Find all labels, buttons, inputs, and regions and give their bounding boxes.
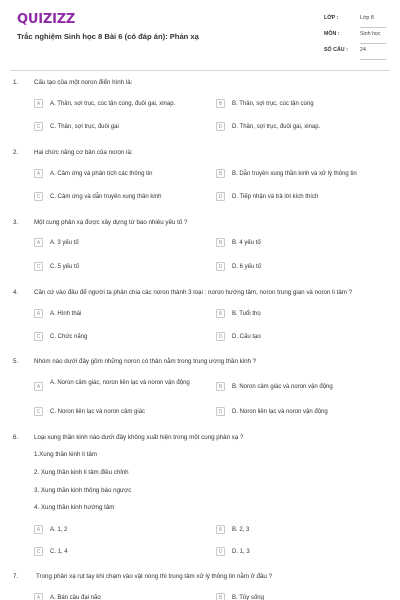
question-2 — [0, 149, 400, 200]
option-text: B. Noron cảm giác và noron vận động — [232, 384, 333, 390]
question-text: Nhóm nào dưới đây gồm những noron có thân nằm trong trung ương thần kinh ? — [34, 358, 257, 365]
option-text: C. Noron liên lạc và noron cảm giác — [50, 409, 146, 415]
meta-grade-value: Lớp 8 — [360, 15, 374, 21]
option-text: A. 1, 2 — [50, 527, 68, 533]
option-text: D. Thân, sợi trục, đuôi gai, xinap. — [232, 124, 321, 130]
option-letter-box: B — [216, 99, 225, 108]
option-letter-box: D — [216, 407, 225, 416]
meta-grade-label: LỚP : — [324, 15, 339, 21]
option-letter-box: C — [34, 547, 43, 556]
option-letter-box: A — [34, 593, 43, 600]
question-text: Một cung phản xạ được xây dựng từ bao nhiêu yếu tố ? — [34, 219, 188, 226]
question-text: Hai chức năng cơ bản của noron là: — [34, 149, 133, 156]
question-number: 2. — [13, 149, 19, 156]
question-text: Loại xung thần kinh nào dưới đây không xuất hiện trong một cung phản xạ ? — [34, 434, 244, 441]
question-number: 1. — [13, 79, 19, 86]
option-letter-box: A — [34, 525, 43, 534]
question-5 — [0, 358, 400, 415]
option-text: D. 6 yếu tố — [232, 264, 262, 270]
option-text: A. 3 yếu tố — [50, 240, 79, 246]
option-letter-box: A — [34, 238, 43, 247]
option-text: A. Bán cầu đại não — [50, 595, 101, 600]
header-divider — [10, 70, 390, 71]
option-letter-box: D — [216, 262, 225, 271]
question-number: 7. — [13, 573, 19, 580]
meta-grade-line — [360, 27, 386, 28]
option-letter-box: A — [34, 169, 43, 178]
question-statement: 4. Xung thần kinh hướng tâm — [34, 504, 115, 511]
question-statement: 1.Xung thần kinh li tâm — [34, 451, 97, 458]
option-letter-box: C — [34, 192, 43, 201]
option-text: C. 1, 4 — [50, 549, 68, 555]
question-7 — [0, 573, 400, 600]
question-number: 5. — [13, 358, 19, 365]
option-letter-box: A — [34, 99, 43, 108]
option-text: D. Tiếp nhận và trả lời kích thích — [232, 194, 319, 200]
option-letter-box: B — [216, 238, 225, 247]
option-letter-box: A — [34, 382, 43, 391]
option-text: B. Thân, sợi trục, cúc tận cùng — [232, 101, 314, 107]
option-letter-box: B — [216, 169, 225, 178]
option-text: C. Cảm ứng và dẫn truyền xung thần kinh — [50, 194, 162, 200]
quizizz-logo: QUIZIZZ — [17, 12, 76, 27]
question-statement: 2. Xung thần kinh li tâm điều chỉnh — [34, 469, 129, 476]
option-letter-box: B — [216, 309, 225, 318]
option-letter-box: B — [216, 382, 225, 391]
option-text: B. 2, 3 — [232, 527, 250, 533]
option-text: D. Cấu tạo — [232, 334, 261, 340]
option-text: C. Chức năng — [50, 334, 88, 340]
question-text: Cấu tạo của một noron điển hình là: — [34, 79, 133, 86]
meta-count-value: 24 — [360, 47, 366, 53]
option-text: A. Noron cảm giác, noron liên lạc và noron vận động — [50, 380, 190, 386]
option-letter-box: C — [34, 407, 43, 416]
meta-box — [324, 13, 386, 61]
option-text: B. 4 yếu tố — [232, 240, 261, 246]
question-statement: 3. Xung thần kinh thông báo ngược — [34, 487, 132, 494]
option-text: B. Tủy sống — [232, 595, 264, 600]
question-3 — [0, 219, 400, 270]
option-letter-box: D — [216, 192, 225, 201]
meta-count-label: SỐ CÂU : — [324, 47, 348, 53]
meta-subject-line — [360, 43, 386, 44]
option-text: C. Thân, sợi trục, đuôi gai — [50, 124, 119, 130]
question-number: 4. — [13, 289, 19, 296]
meta-grade — [324, 13, 386, 29]
option-text: B. Tuổi thọ — [232, 311, 261, 317]
option-letter-box: D — [216, 122, 225, 131]
question-6 — [0, 434, 400, 555]
question-number: 6. — [13, 434, 19, 441]
meta-subject-value: Sinh học — [360, 31, 381, 37]
option-text: C. 5 yếu tố — [50, 264, 80, 270]
meta-subject-label: MÔN : — [324, 31, 340, 37]
option-letter-box: B — [216, 593, 225, 600]
meta-count-line — [360, 59, 386, 60]
option-text: A. Hình thái — [50, 311, 82, 317]
option-letter-box: C — [34, 262, 43, 271]
page-title: Trắc nghiệm Sinh học 8 Bài 6 (có đáp án): Phản xạ — [17, 32, 199, 41]
meta-count — [324, 45, 386, 61]
option-text: A. Thân, sợi trục, cúc tận cùng, đuôi gai, xinap. — [50, 101, 176, 107]
option-letter-box: B — [216, 525, 225, 534]
option-text: D. Noron liên lạc và noron vận động — [232, 409, 328, 415]
option-letter-box: D — [216, 547, 225, 556]
question-number: 3. — [13, 219, 19, 226]
option-text: A. Cảm ứng và phân tích các thông tin — [50, 171, 153, 177]
meta-subject — [324, 29, 386, 45]
option-letter-box: C — [34, 122, 43, 131]
question-text: Trong phản xạ rụt tay khi chạm vào vật nóng thì trung tâm xử lý thông tin nằm ở đâu ? — [36, 573, 273, 580]
option-letter-box: D — [216, 332, 225, 341]
question-1 — [0, 79, 400, 130]
question-text: Căn cứ vào đâu để người ta phân chia các noron thành 3 loại : noron hướng tâm, noron trung gian và noron li tâm ? — [34, 289, 353, 296]
question-4 — [0, 289, 400, 340]
option-text: B. Dẫn truyền xung thần kinh và xử lý thông tin — [232, 171, 357, 177]
option-letter-box: A — [34, 309, 43, 318]
option-text: D. 1, 3 — [232, 549, 250, 555]
option-letter-box: C — [34, 332, 43, 341]
